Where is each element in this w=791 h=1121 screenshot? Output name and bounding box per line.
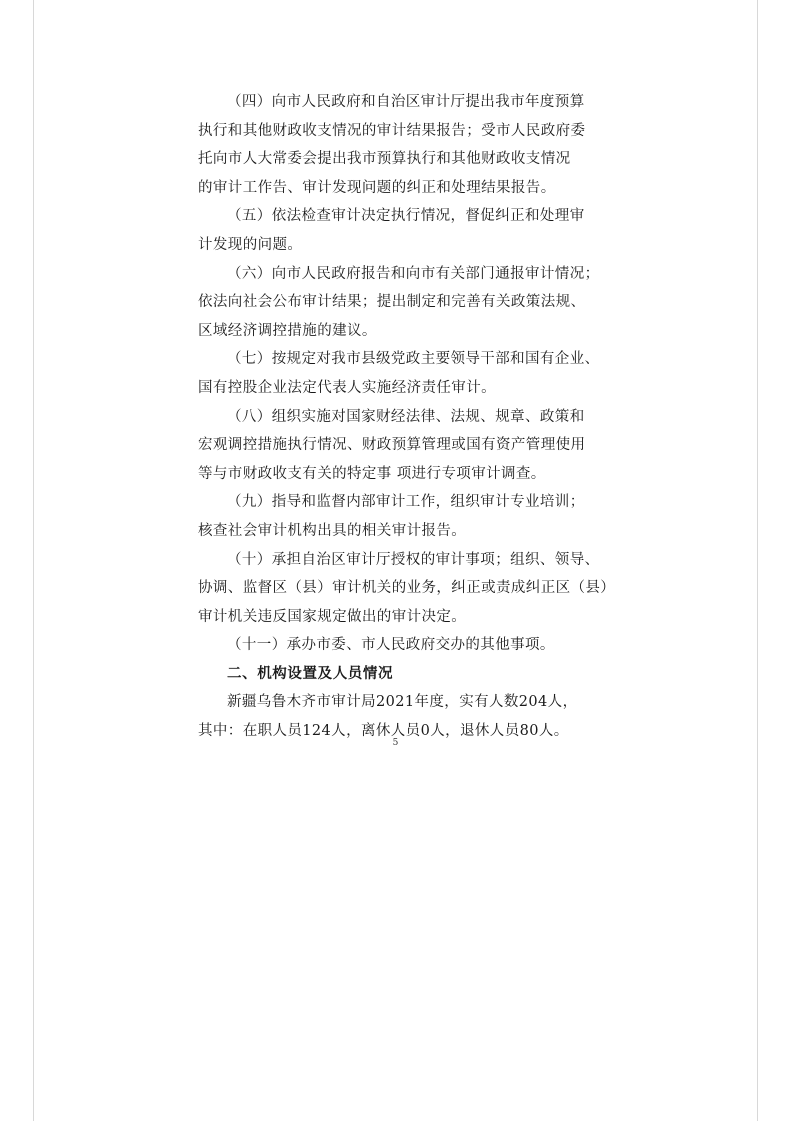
document-body: [198, 88, 616, 746]
text-line: 计发现的问题。: [198, 236, 303, 253]
text-line: 依法向社会公布审计结果；提出制定和完善有关政策法规、: [198, 294, 586, 311]
paragraph-item-8: [198, 403, 598, 489]
text-line: （十一）承办市委、市人民政府交办的其他事项。: [227, 637, 555, 654]
text-line: 托向市人大常委会提出我市预算执行和其他财政收支情况: [198, 151, 571, 168]
text-line: （九）指导和监督内部审计工作，组织审计专业培训；: [227, 494, 585, 511]
text-line: （五）依法检查审计决定执行情况，督促纠正和处理审: [227, 208, 585, 225]
text-line: 其中：在职人员124人，离休人员0人，退休人员80人。: [198, 723, 569, 740]
page-number: 5: [392, 738, 399, 748]
paragraph-item-9: [198, 488, 598, 545]
text-line: 国有控股企业法定代表人实施经济责任审计。: [198, 379, 496, 396]
paragraph-item-10: [198, 546, 616, 632]
paragraph-item-7: [198, 345, 598, 402]
paragraph-item-5: [198, 202, 598, 259]
page-edge-left: [33, 0, 34, 1121]
text-line: 新疆乌鲁木齐市审计局2021年度，实有人数204人，: [227, 694, 578, 711]
text-line: （七）按规定对我市县级党政主要领导干部和国有企业、: [227, 351, 600, 368]
text-line: （十）承担自治区审计厅授权的审计事项；组织、领导、: [227, 551, 600, 568]
text-line: 的审计工作告、审计发现问题的纠正和处理结果报告。: [198, 179, 556, 196]
text-line: 审计机关违反国家规定做出的审计决定。: [198, 608, 467, 625]
text-line: （四）向市人民政府和自治区审计厅提出我市年度预算: [227, 94, 585, 110]
paragraph-item-4: [198, 88, 598, 202]
paragraph-item-11: [198, 631, 598, 660]
page-edge-right: [757, 0, 758, 1121]
text-line: 等与市财政收支有关的特定事 项进行专项审计调查。: [198, 465, 546, 482]
text-line: （八）组织实施对国家财经法律、法规、规章、政策和: [227, 408, 585, 425]
section-heading: 二、机构设置及人员情况: [227, 665, 394, 682]
text-line: （六）向市人民政府报告和向市有关部门通报审计情况；: [227, 265, 600, 282]
text-line: 执行和其他财政收支情况的审计结果报告；受市人民政府委: [198, 122, 586, 139]
text-line: 区域经济调控措施的建议。: [198, 322, 377, 339]
text-line: 宏观调控措施执行情况、财政预算管理或国有资产管理使用: [198, 437, 586, 454]
text-line: 核查社会审计机构出具的相关审计报告。: [198, 522, 467, 539]
text-line: 协调、监督区（县）审计机关的业务，纠正或责成纠正区（县）: [198, 580, 616, 597]
paragraph-item-6: [198, 260, 598, 346]
